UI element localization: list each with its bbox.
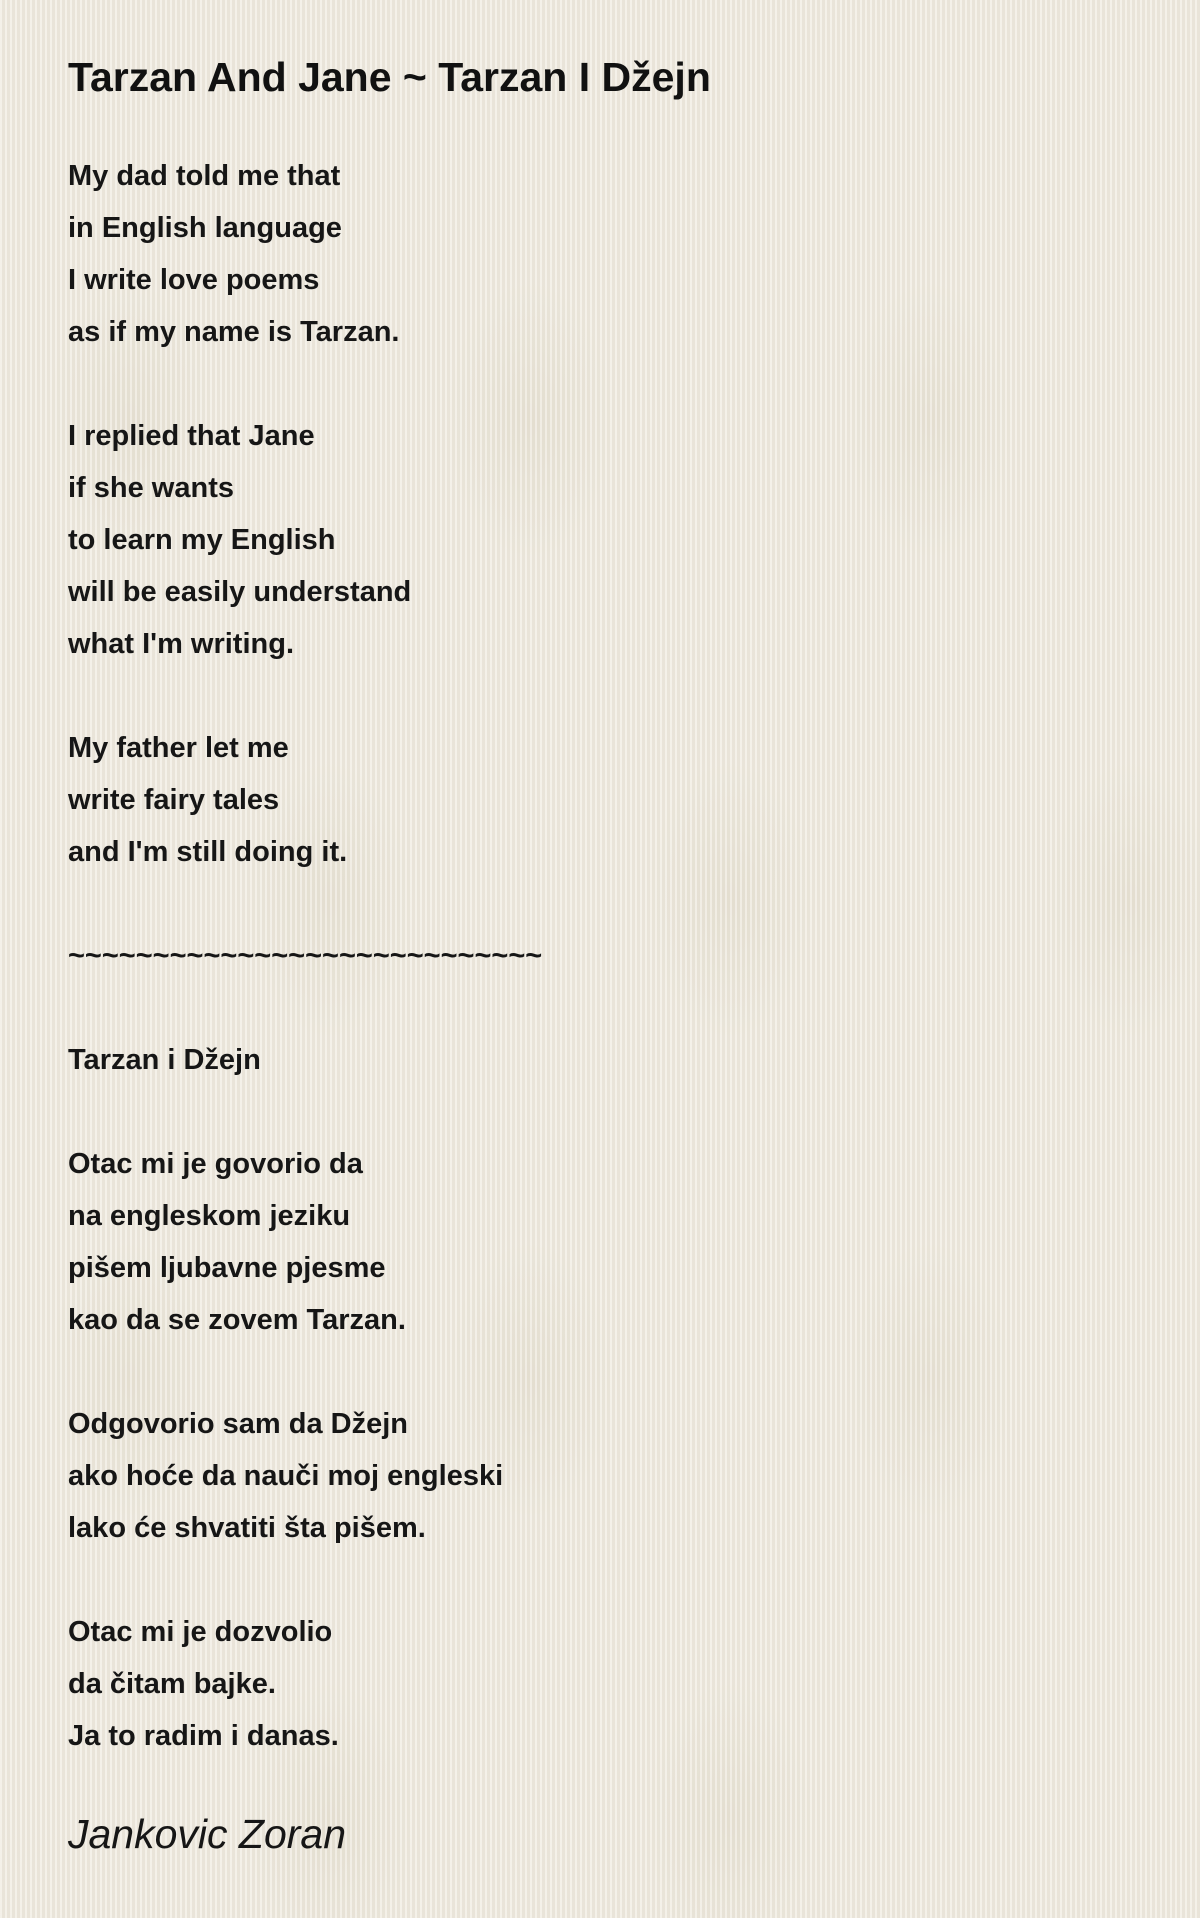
poem-line: lako će shvatiti šta pišem. <box>68 1512 426 1544</box>
poem-line: My dad told me that <box>68 160 341 192</box>
translation-title: Tarzan i Džejn <box>68 1044 261 1076</box>
poem-line: Odgovorio sam da Džejn <box>68 1408 408 1440</box>
poem-line: to learn my English <box>68 524 336 556</box>
poem-line: I replied that Jane <box>68 420 315 452</box>
poem-line: da čitam bajke. <box>68 1668 276 1700</box>
stanza-en-1 <box>68 150 1148 358</box>
poem-line: write fairy tales <box>68 784 280 816</box>
stanza-en-3 <box>68 722 1148 878</box>
stanza-sr-1 <box>68 1138 1148 1346</box>
poem-line: will be easily understand <box>68 576 412 608</box>
poem-line: and I'm still doing it. <box>68 836 348 868</box>
poem-line: na engleskom jeziku <box>68 1200 351 1232</box>
poem-line: in English language <box>68 212 342 244</box>
poem-line: Otac mi je dozvolio <box>68 1616 333 1648</box>
poem-line: if she wants <box>68 472 234 504</box>
poem-line: kao da se zovem Tarzan. <box>68 1304 406 1336</box>
poem-line: I write love poems <box>68 264 320 296</box>
poem-line: My father let me <box>68 732 289 764</box>
stanza-sr-2 <box>68 1398 1148 1554</box>
section-separator: ~~~~~~~~~~~~~~~~~~~~~~~~~~~~ <box>68 940 543 972</box>
poem-title: Tarzan And Jane ~ Tarzan I Džejn <box>68 54 711 100</box>
poem-content <box>68 48 1148 1862</box>
stanza-sr-3 <box>68 1606 1148 1762</box>
poem-line: as if my name is Tarzan. <box>68 316 400 348</box>
poem-line: Ja to radim i danas. <box>68 1720 339 1752</box>
poem-line: pišem ljubavne pjesme <box>68 1252 386 1284</box>
poem-line: Otac mi je govorio da <box>68 1148 363 1180</box>
poem-line: ako hoće da nauči moj engleski <box>68 1460 504 1492</box>
poem-author: Jankovic Zoran <box>68 1811 347 1857</box>
poem-line: what I'm writing. <box>68 628 295 660</box>
stanza-en-2 <box>68 410 1148 670</box>
